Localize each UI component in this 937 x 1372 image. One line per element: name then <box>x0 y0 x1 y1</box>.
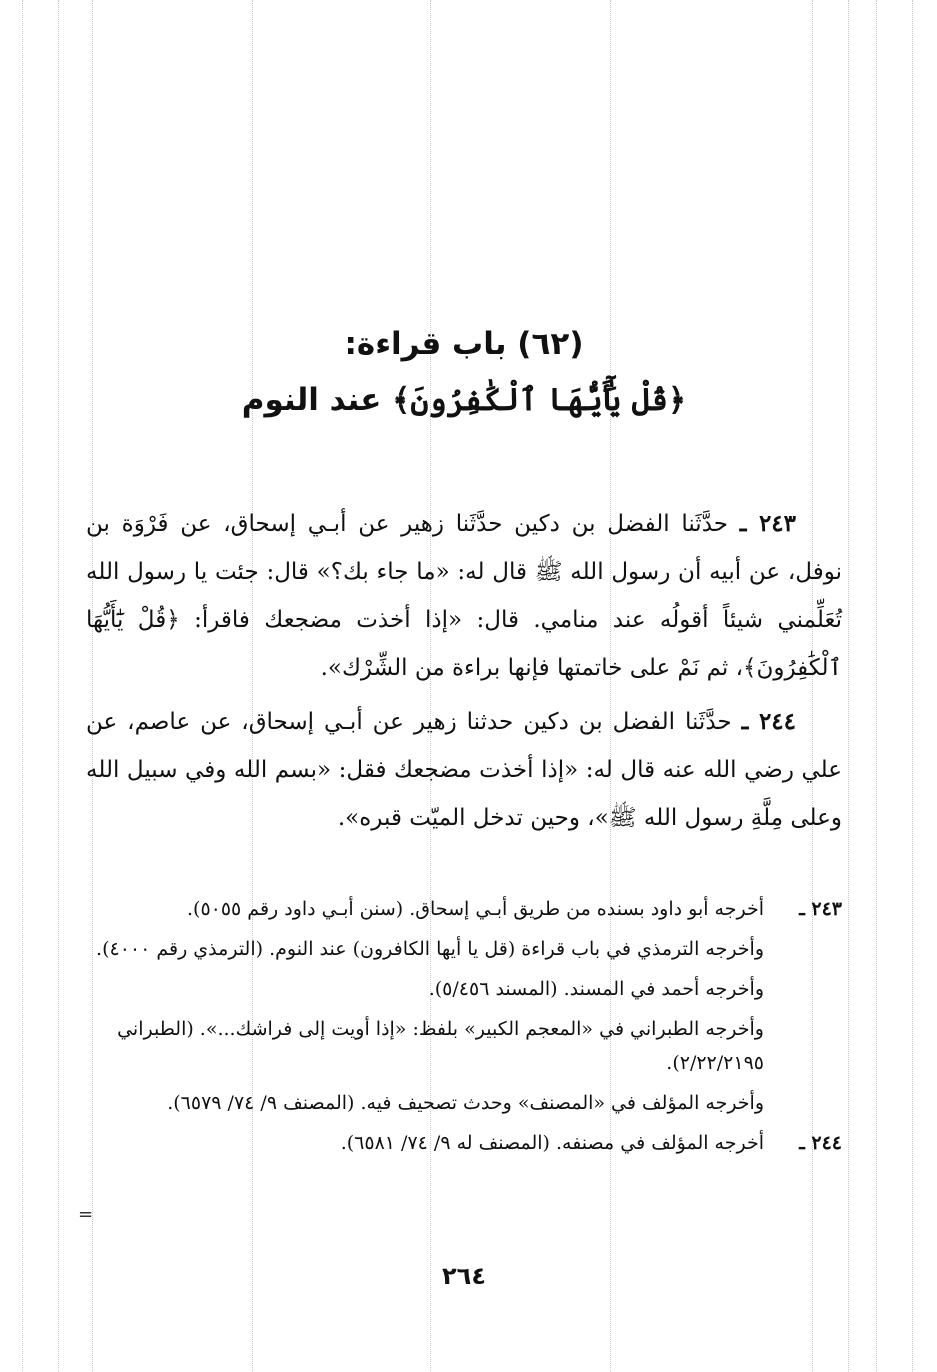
hadith-244 <box>86 698 842 842</box>
chapter-subtitle-rest: عند النوم <box>241 382 393 418</box>
footnote-text: وأخرجه الترمذي في باب قراءة (قل يا أيها الكافرون) عند النوم. (الترمذي رقم ٤٠٠٠). <box>96 938 764 960</box>
chapter-title: (٦٢) باب قراءة: <box>344 326 584 362</box>
dotted-guide-line <box>22 0 23 1372</box>
dotted-guide-line <box>876 0 877 1372</box>
dotted-guide-line <box>848 0 849 1372</box>
dotted-guide-line <box>58 0 59 1372</box>
footnote-item <box>86 972 842 1006</box>
footnote-text: وأخرجه أحمد في المسند. (المسند ٥/٤٥٦). <box>428 978 764 1000</box>
footnote-item <box>86 1086 842 1120</box>
footnotes <box>86 892 842 1166</box>
page-content <box>86 0 842 1372</box>
footnote-text: أخرجه المؤلف في مصنفه. (المصنف له ٩/ ٧٤/ ٦٥٨١). <box>340 1132 764 1154</box>
hadith-243 <box>86 500 842 692</box>
footnote-item <box>86 1012 842 1080</box>
footnote-number: ٢٤٣ ـ <box>799 898 842 920</box>
hadith-text: حدَّثَنا الفضل بن دكين حدثنا زهير عن أبـي إسحاق، عن عاصم، عن علي رضي الله عنه قال له: «إذا أخذت مضجعك فقل: «بسم الله وفي سبيل الله وعلى مِلَّةِ رسول الله ﷺ»، وحين تدخل الميّت قبره». <box>86 709 842 831</box>
chapter-heading <box>86 318 842 430</box>
footnote-number: ٢٤٤ ـ <box>799 1132 842 1154</box>
continuation-mark: = <box>78 1204 94 1225</box>
hadith-number: ٢٤٤ ـ <box>741 708 797 735</box>
footnote-item <box>86 932 842 966</box>
hadith-body <box>86 500 842 848</box>
quran-verse: ﴿قُلْ يَٰٓأَيُّهَا ٱلْكَٰفِرُونَ﴾ <box>392 382 687 418</box>
footnote-text: أخرجه أبو داود بسنده من طريق أبـي إسحاق. (سنن أبـي داود رقم ٥٠٥٥). <box>186 898 764 920</box>
footnote-item <box>86 892 842 926</box>
hadith-text: حدَّثَنا الفضل بن دكين حدَّثَنا زهير عن أبـي إسحاق، عن فَرْوَة بن نوفل، عن أبيه أن رسول الله ﷺ قال له: «ما جاء بك؟» قال: جئت يا رسول الله تُعَلِّمني شيئاً أقولُه عند منامي. قال: «إذا أخذت مضجعك فاقرأ: ﴿قُلْ يَٰٓأَيُّهَا ٱلْكَٰفِرُونَ﴾، ثم نَمْ على خاتمتها فإنها براءة من الشِّرْك». <box>86 511 842 681</box>
page-number: ٢٦٤ <box>442 1262 486 1290</box>
footnote-item <box>86 1126 842 1160</box>
footnote-text: وأخرجه الطبراني في «المعجم الكبير» بلفظ: «إذا أويت إلى فراشك...». (الطبراني ٢/٢٢/٢١٩٥). <box>117 1018 764 1074</box>
chapter-subtitle <box>86 370 842 430</box>
dotted-guide-line <box>912 0 913 1372</box>
hadith-number: ٢٤٣ ـ <box>739 510 796 537</box>
footnote-text: وأخرجه المؤلف في «المصنف» وحدث تصحيف فيه. (المصنف ٩/ ٧٤/ ٦٥٧٩). <box>167 1092 764 1114</box>
